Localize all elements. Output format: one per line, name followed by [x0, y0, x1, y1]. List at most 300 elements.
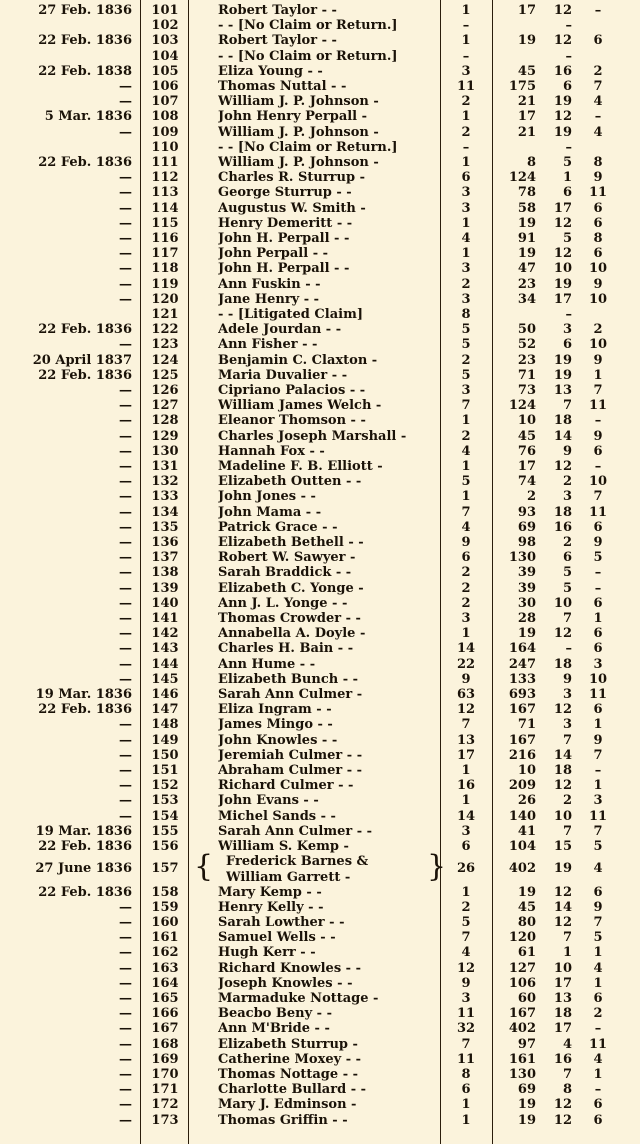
ledger-row	[0, 1113, 640, 1128]
row-number: 166	[151, 1006, 179, 1022]
row-date: 19 Mar. 1836	[35, 823, 132, 839]
claimant-name: Sarah Braddick - -	[218, 565, 352, 581]
compensation-shillings: 1	[562, 945, 572, 961]
slave-count: 5	[461, 367, 471, 383]
slave-count: 7	[461, 717, 471, 733]
row-number: 165	[151, 991, 179, 1006]
claimant-name: Henry Kelly - -	[218, 899, 324, 915]
row-number: 159	[151, 899, 179, 915]
claimant-name: Charles H. Bain - -	[218, 641, 354, 657]
slave-count: 2	[461, 899, 471, 915]
claimant-name: - - [No Claim or Return.]	[218, 48, 398, 64]
compensation-pence: 5	[593, 839, 603, 854]
slave-count: 32	[456, 1021, 476, 1037]
row-number: 123	[151, 337, 179, 353]
compensation-shillings: 12	[553, 459, 572, 474]
ledger-row	[0, 930, 640, 945]
claimant-name: Maria Duvalier - -	[218, 367, 348, 383]
ledger-row	[0, 1052, 640, 1067]
slave-count: 1	[461, 884, 471, 900]
claimant-name: Hugh Kerr - -	[218, 945, 316, 961]
row-number: 172	[151, 1097, 179, 1113]
row-number: 132	[151, 474, 179, 490]
compensation-pounds: 124	[508, 170, 536, 186]
claimant-name: Thomas Crowder - -	[218, 611, 361, 626]
row-date: —	[119, 626, 132, 642]
ledger-row	[0, 353, 640, 368]
compensation-pounds: 91	[517, 231, 536, 246]
row-number: 155	[151, 823, 179, 839]
claimant-name: Richard Knowles - -	[218, 960, 361, 976]
ledger-row	[0, 702, 640, 717]
compensation-shillings: 19	[553, 352, 572, 368]
compensation-pounds: 93	[517, 504, 536, 520]
compensation-pounds: 19	[517, 33, 536, 49]
compensation-pounds: 140	[508, 808, 536, 824]
slave-count: 3	[461, 823, 471, 839]
row-number: 164	[151, 975, 179, 991]
claimant-name: Eleanor Thomson - -	[218, 413, 366, 429]
row-number: 170	[151, 1067, 179, 1082]
compensation-shillings: 12	[553, 884, 572, 900]
slave-count: 7	[461, 930, 471, 946]
row-date: 22 Feb. 1836	[38, 155, 132, 170]
row-date: —	[119, 261, 132, 277]
compensation-pounds: 23	[517, 276, 536, 292]
compensation-pounds: 74	[517, 474, 536, 490]
compensation-shillings: 7	[562, 1067, 572, 1082]
slave-count: 8	[461, 307, 471, 322]
claimant-name: Ann Hume - -	[218, 656, 316, 672]
compensation-pounds: 106	[508, 975, 536, 991]
row-number: 134	[151, 504, 179, 520]
row-date: —	[119, 535, 132, 550]
claimant-name: Joseph Knowles - -	[218, 975, 353, 991]
slave-count: 1	[461, 793, 471, 809]
row-date: —	[119, 94, 132, 110]
slave-count: –	[462, 18, 470, 34]
claimant-name: Michel Sands - -	[218, 808, 336, 824]
compensation-pounds: 45	[517, 899, 536, 915]
slave-count: –	[462, 48, 470, 64]
row-date: —	[119, 246, 132, 262]
ledger-row	[0, 3, 640, 18]
compensation-pence: 11	[588, 398, 608, 414]
compensation-shillings: 4	[562, 1036, 572, 1052]
claimant-name: Annabella A. Doyle -	[218, 626, 366, 642]
compensation-pence: –	[594, 3, 602, 18]
compensation-shillings: 6	[562, 337, 572, 353]
compensation-pounds: 167	[508, 732, 536, 748]
compensation-pence: 9	[593, 428, 603, 444]
compensation-pence: 9	[593, 276, 603, 292]
claimant-name: William S. Kemp -	[218, 839, 349, 854]
row-date: —	[119, 930, 132, 946]
row-number: 157	[151, 861, 179, 877]
claimant-name: Adele Jourdan - -	[218, 322, 342, 338]
slave-count: 11	[456, 1006, 476, 1022]
compensation-shillings: 19	[553, 367, 572, 383]
compensation-pounds: 10	[517, 413, 536, 429]
slave-count: 1	[461, 459, 471, 474]
row-number: 117	[151, 246, 179, 262]
compensation-pence: 6	[593, 884, 603, 900]
row-date: 22 Feb. 1836	[38, 702, 132, 718]
compensation-pence: 10	[588, 261, 608, 277]
row-number: 144	[151, 656, 179, 672]
ledger-row	[0, 915, 640, 930]
slave-count: 12	[456, 960, 476, 976]
ledger-row	[0, 657, 640, 672]
ledger-row	[0, 1082, 640, 1097]
row-number: 103	[151, 33, 179, 49]
row-number: 118	[151, 261, 179, 277]
claimant-name: James Mingo - -	[218, 717, 333, 733]
row-date: —	[119, 960, 132, 976]
compensation-shillings: 7	[562, 732, 572, 748]
compensation-pence: 7	[593, 383, 603, 398]
ledger-row	[0, 94, 640, 109]
row-number: 141	[151, 611, 179, 626]
row-date: —	[119, 732, 132, 748]
row-date: —	[119, 519, 132, 535]
compensation-pounds: 167	[508, 702, 536, 718]
compensation-pounds: 402	[508, 1021, 536, 1037]
slave-count: 3	[461, 200, 471, 216]
row-number: 135	[151, 519, 179, 535]
row-date: —	[119, 413, 132, 429]
compensation-pounds: 58	[517, 200, 536, 216]
row-date: —	[119, 550, 132, 566]
compensation-pounds: 47	[517, 261, 536, 277]
compensation-pence: 6	[593, 519, 603, 535]
ledger-row	[0, 216, 640, 231]
slave-count: 1	[461, 246, 471, 262]
claimant-name: Sarah Ann Culmer - -	[218, 823, 373, 839]
compensation-pence: 3	[593, 656, 603, 672]
row-date: 19 Mar. 1836	[35, 687, 132, 702]
compensation-pounds: 130	[508, 1067, 536, 1082]
claimant-name: Abraham Culmer - -	[218, 763, 363, 778]
ledger-row	[0, 961, 640, 976]
row-number: 113	[151, 185, 179, 201]
ledger-row	[0, 520, 640, 535]
row-number: 142	[151, 626, 179, 642]
claimant-name: John H. Perpall - -	[218, 231, 350, 246]
compensation-pounds: 164	[508, 641, 536, 657]
claimant-name: Elizabeth Outten - -	[218, 474, 362, 490]
ledger-row	[0, 1097, 640, 1112]
compensation-pounds: 17	[517, 109, 536, 125]
ledger-row	[0, 626, 640, 641]
compensation-shillings: 19	[553, 861, 572, 877]
row-number: 167	[151, 1021, 179, 1037]
slave-count: 1	[461, 1112, 471, 1128]
compensation-shillings: 5	[562, 580, 572, 596]
row-date: —	[119, 1021, 132, 1037]
ledger-row	[0, 383, 640, 398]
compensation-pounds: 39	[517, 565, 536, 581]
row-date: —	[119, 717, 132, 733]
compensation-pounds: 17	[517, 459, 536, 474]
compensation-pence: 1	[593, 367, 603, 383]
compensation-shillings: 17	[553, 291, 572, 307]
compensation-shillings: 12	[553, 33, 572, 49]
row-date: —	[119, 611, 132, 626]
row-number: 152	[151, 778, 179, 794]
claimant-name: Frederick Barnes &	[226, 854, 369, 870]
compensation-pence: 1	[593, 778, 603, 794]
compensation-pounds: 69	[517, 1082, 536, 1098]
ledger-row	[0, 717, 640, 732]
compensation-shillings: 14	[553, 747, 572, 763]
row-date: —	[119, 641, 132, 657]
row-number: 130	[151, 443, 179, 459]
compensation-shillings: 9	[562, 671, 572, 687]
slave-count: 7	[461, 504, 471, 520]
compensation-pounds: 71	[517, 717, 536, 733]
row-date: —	[119, 1112, 132, 1128]
compensation-pounds: 50	[517, 322, 536, 338]
ledger-row	[0, 246, 640, 261]
compensation-pence: 10	[588, 337, 608, 353]
claimant-name: Ann M'Bride - -	[218, 1021, 330, 1037]
claimant-name: Hannah Fox - -	[218, 443, 325, 459]
row-date: —	[119, 975, 132, 991]
ledger-row	[0, 64, 640, 79]
compensation-pounds: 98	[517, 535, 536, 550]
compensation-pounds: 17	[517, 3, 536, 18]
claimant-name: William Garrett -	[226, 870, 351, 886]
ledger-row	[0, 444, 640, 459]
ledger-row	[0, 687, 640, 702]
compensation-pounds: 80	[517, 915, 536, 930]
slave-count: 6	[461, 839, 471, 854]
compensation-pence: 7	[593, 915, 603, 930]
ledger-row	[0, 33, 640, 48]
claimant-name: John Knowles - -	[218, 732, 338, 748]
claimant-name: George Sturrup - -	[218, 185, 352, 201]
row-date: 22 Feb. 1836	[38, 322, 132, 338]
claimant-name: Robert W. Sawyer -	[218, 550, 356, 566]
row-number: 133	[151, 489, 179, 505]
ledger-row	[0, 672, 640, 687]
compensation-shillings: 10	[553, 960, 572, 976]
slave-count: 12	[456, 702, 476, 718]
claimant-name: Thomas Griffin - -	[218, 1112, 348, 1128]
claimant-name: William J. P. Johnson -	[218, 94, 379, 110]
claimant-name: Ann J. L. Yonge - -	[218, 595, 348, 611]
row-date: —	[119, 793, 132, 809]
row-number: 125	[151, 367, 179, 383]
claimant-name: Samuel Wells - -	[218, 930, 336, 946]
compensation-shillings: 18	[553, 763, 572, 778]
compensation-shillings: 1	[562, 170, 572, 186]
ledger-row	[0, 793, 640, 808]
compensation-pence: 2	[593, 322, 603, 338]
slave-count: 1	[461, 33, 471, 49]
slave-count: 13	[456, 732, 476, 748]
compensation-pence: 6	[593, 626, 603, 642]
row-date: 22 Feb. 1836	[38, 884, 132, 900]
claimant-name: Eliza Young - -	[218, 63, 323, 79]
row-date: —	[119, 504, 132, 520]
compensation-shillings: 14	[553, 428, 572, 444]
row-date: —	[119, 671, 132, 687]
claimant-name: - - [No Claim or Return.]	[218, 18, 398, 34]
compensation-pounds: 30	[517, 595, 536, 611]
ledger-row	[0, 976, 640, 991]
compensation-pounds: 41	[517, 823, 536, 839]
row-date: —	[119, 185, 132, 201]
compensation-pence: 5	[593, 550, 603, 566]
compensation-pounds: 175	[508, 79, 536, 94]
slave-count: 3	[461, 63, 471, 79]
compensation-shillings: 15	[553, 839, 572, 854]
claimant-name: Patrick Grace - -	[218, 519, 338, 535]
compensation-shillings: 18	[553, 413, 572, 429]
claimant-name: Sarah Lowther - -	[218, 915, 345, 930]
compensation-shillings: 7	[562, 930, 572, 946]
row-date: —	[119, 580, 132, 596]
ledger-row	[0, 581, 640, 596]
compensation-shillings: 12	[553, 1112, 572, 1128]
ledger-row	[0, 337, 640, 352]
compensation-shillings: 12	[553, 915, 572, 930]
compensation-pence: 11	[588, 185, 608, 201]
slave-count: 5	[461, 322, 471, 338]
row-date: —	[119, 474, 132, 490]
row-date: —	[119, 1051, 132, 1067]
compensation-shillings: 13	[553, 991, 572, 1006]
row-number: 156	[151, 839, 179, 854]
compensation-pence: –	[594, 459, 602, 474]
ledger-row	[0, 733, 640, 748]
row-number: 131	[151, 459, 179, 474]
row-date: —	[119, 459, 132, 474]
row-number: 110	[151, 139, 179, 155]
row-number: 136	[151, 535, 179, 550]
row-number: 121	[151, 307, 179, 322]
row-number: 148	[151, 717, 179, 733]
compensation-pounds: 127	[508, 960, 536, 976]
claimant-name: John Henry Perpall -	[218, 109, 368, 125]
slave-count: 3	[461, 991, 471, 1006]
compensation-pence: 5	[593, 930, 603, 946]
row-number: 137	[151, 550, 179, 566]
row-date: —	[119, 337, 132, 353]
claimant-name: Catherine Moxey - -	[218, 1051, 362, 1067]
compensation-pence: 8	[593, 155, 603, 170]
slave-count: 4	[461, 519, 471, 535]
row-number: 163	[151, 960, 179, 976]
row-number: 114	[151, 200, 179, 216]
compensation-shillings: 8	[562, 1082, 572, 1098]
compensation-pence: 7	[593, 79, 603, 94]
claimant-name: Elizabeth Bunch - -	[218, 671, 359, 687]
compensation-shillings: 16	[553, 1051, 572, 1067]
compensation-pence: 4	[593, 124, 603, 140]
ledger-row	[0, 763, 640, 778]
compensation-shillings: 16	[553, 63, 572, 79]
claimant-name: Eliza Ingram - -	[218, 702, 332, 718]
compensation-shillings: 2	[562, 535, 572, 550]
row-date: —	[119, 1006, 132, 1022]
compensation-shillings: 12	[553, 1097, 572, 1113]
compensation-shillings: 10	[553, 261, 572, 277]
compensation-shillings: 3	[562, 489, 572, 505]
compensation-shillings: 6	[562, 185, 572, 201]
ledger-row	[0, 201, 640, 216]
slave-count: 7	[461, 1036, 471, 1052]
row-number: 116	[151, 231, 179, 246]
ledger-row	[0, 1037, 640, 1052]
compensation-pounds: 693	[508, 687, 536, 702]
compensation-pence: 4	[593, 94, 603, 110]
compensation-pounds: 2	[526, 489, 536, 505]
compensation-shillings: –	[565, 18, 572, 34]
compensation-pounds: 167	[508, 1006, 536, 1022]
compensation-pounds: 19	[517, 1097, 536, 1113]
compensation-pence: –	[594, 763, 602, 778]
compensation-pence: 11	[588, 687, 608, 702]
compensation-pence: 11	[588, 808, 608, 824]
slave-count: 1	[461, 413, 471, 429]
ledger-row	[0, 824, 640, 839]
compensation-shillings: 13	[553, 383, 572, 398]
ledger-row	[0, 79, 640, 94]
compensation-pounds: 73	[517, 383, 536, 398]
compensation-shillings: 3	[562, 687, 572, 702]
row-date: —	[119, 1097, 132, 1113]
compensation-pence: 4	[593, 1051, 603, 1067]
slave-count: 1	[461, 155, 471, 170]
compensation-shillings: 17	[553, 975, 572, 991]
ledger-row	[0, 885, 640, 900]
compensation-shillings: 19	[553, 276, 572, 292]
compensation-shillings: 12	[553, 702, 572, 718]
ledger-row	[0, 1021, 640, 1036]
compensation-pounds: 161	[508, 1051, 536, 1067]
compensation-pounds: 21	[517, 94, 536, 110]
row-number: 129	[151, 428, 179, 444]
row-number: 115	[151, 215, 179, 231]
compensation-pounds: 133	[508, 671, 536, 687]
compensation-shillings: –	[565, 641, 572, 657]
row-date: —	[119, 1036, 132, 1052]
compensation-shillings: 7	[562, 398, 572, 414]
compensation-shillings: 19	[553, 124, 572, 140]
slave-count: 2	[461, 580, 471, 596]
slave-count: 4	[461, 945, 471, 961]
row-number: 154	[151, 808, 179, 824]
claimant-name: Marmaduke Nottage -	[218, 991, 379, 1006]
row-date: —	[119, 170, 132, 186]
compensation-pounds: 19	[517, 215, 536, 231]
slave-count: 1	[461, 215, 471, 231]
claimant-name: Robert Taylor - -	[218, 3, 337, 18]
compensation-shillings: 12	[553, 626, 572, 642]
compensation-pounds: 120	[508, 930, 536, 946]
compensation-shillings: 5	[562, 565, 572, 581]
compensation-pence: 9	[593, 732, 603, 748]
row-number: 161	[151, 930, 179, 946]
claimant-name: John Mama - -	[218, 504, 322, 520]
ledger-row	[0, 277, 640, 292]
row-number: 122	[151, 322, 179, 338]
claimant-name: William James Welch -	[218, 398, 382, 414]
ledger-row	[0, 261, 640, 276]
